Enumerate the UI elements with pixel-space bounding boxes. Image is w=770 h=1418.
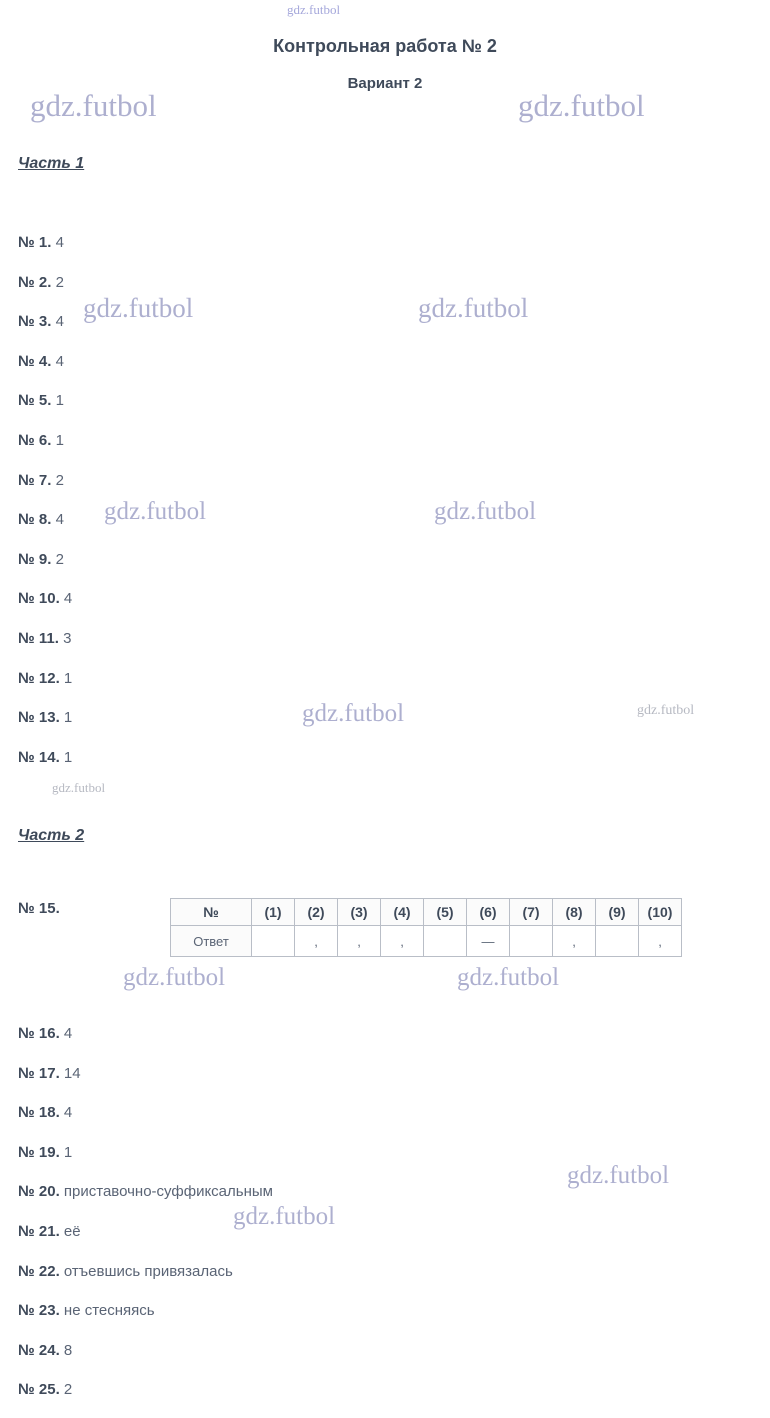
table-column-header: (8) — [553, 899, 596, 926]
table-cell-answer — [252, 926, 295, 957]
table-column-header: (3) — [338, 899, 381, 926]
table-cell-answer — [596, 926, 639, 957]
watermark-text: gdz.futbol — [233, 1203, 336, 1230]
answer-value: 8 — [59, 1341, 73, 1359]
answer-table-15 — [170, 898, 682, 957]
answer-value: 2 — [59, 1381, 73, 1399]
answer-number: № 15. — [18, 900, 60, 917]
answer-table-15-wrapper — [170, 898, 682, 957]
answer-value: 2 — [51, 550, 64, 568]
answer-number: № 16. — [18, 1025, 60, 1042]
answer-value: 4 — [51, 352, 64, 370]
answer-item — [18, 551, 64, 568]
answer-number: № 19. — [18, 1143, 60, 1161]
answer-number: № 6. — [18, 432, 52, 449]
table-column-header: (9) — [596, 899, 639, 926]
answer-number: № 20. — [18, 1183, 60, 1201]
answer-value: 2 — [51, 471, 64, 489]
answer-number: № 22. — [18, 1262, 60, 1280]
answer-number: № 7. — [18, 471, 52, 489]
watermark-text: gdz.futbol — [457, 964, 560, 991]
answer-value: 1 — [59, 709, 73, 727]
answer-item — [18, 1342, 72, 1359]
answer-number: № 4. — [18, 352, 52, 370]
watermark-text: gdz.futbol — [104, 498, 207, 525]
answer-number: № 13. — [18, 709, 60, 727]
answer-item — [18, 1263, 233, 1280]
answer-value: 4 — [51, 511, 64, 529]
variant-label: Вариант 2 — [347, 75, 423, 92]
answer-item — [18, 274, 64, 291]
answer-item — [18, 709, 72, 726]
watermark-text: gdz.futbol — [287, 2, 341, 17]
answer-value: 4 — [59, 1104, 73, 1122]
table-row-header — [171, 899, 682, 926]
watermark-text: gdz.futbol — [418, 293, 529, 323]
answer-item — [18, 630, 71, 647]
table-header-label: № — [171, 899, 252, 926]
answer-number: № 12. — [18, 669, 60, 687]
table-column-header: (7) — [510, 899, 553, 926]
answer-value: 1 — [59, 1143, 73, 1161]
answer-item — [18, 1381, 72, 1398]
table-cell-answer: , — [553, 926, 596, 957]
table-column-header: (2) — [295, 899, 338, 926]
answer-value: 14 — [59, 1064, 81, 1082]
answer-value: 1 — [59, 748, 73, 766]
answer-item — [18, 1144, 72, 1161]
table-cell-answer: , — [295, 926, 338, 957]
answer-value: 4 — [59, 1025, 73, 1042]
watermark-text: gdz.futbol — [302, 700, 405, 727]
answer-value: 4 — [59, 590, 73, 608]
answer-value: приставочно-суффиксальным — [59, 1183, 273, 1201]
answer-number: № 3. — [18, 313, 52, 331]
answer-item — [18, 1223, 81, 1240]
table-cell-answer: , — [639, 926, 682, 957]
answer-number: № 14. — [18, 748, 60, 766]
answer-value: 1 — [51, 432, 64, 449]
table-column-header: (6) — [467, 899, 510, 926]
answer-item — [18, 472, 64, 489]
watermark-text: gdz.futbol — [123, 964, 226, 991]
answer-item — [18, 353, 64, 370]
answer-number: № 18. — [18, 1104, 60, 1122]
answer-item — [18, 670, 72, 687]
answer-item — [18, 1302, 155, 1319]
answer-item — [18, 432, 64, 449]
watermark-text: gdz.futbol — [52, 780, 106, 795]
table-cell-answer: , — [381, 926, 424, 957]
answer-label-15 — [18, 900, 60, 917]
table-answer-label: Ответ — [171, 926, 252, 957]
answer-number: № 8. — [18, 511, 52, 529]
answer-number: № 24. — [18, 1341, 60, 1359]
watermark-text: gdz.futbol — [637, 703, 695, 718]
answer-item — [18, 511, 64, 528]
answer-item — [18, 1183, 273, 1200]
answer-value: не стесняясь — [59, 1302, 155, 1320]
answer-value: её — [59, 1223, 81, 1240]
answer-number: № 5. — [18, 392, 52, 410]
answer-number: № 11. — [18, 630, 59, 647]
answer-item — [18, 313, 64, 330]
section-heading-part1: Часть 1 — [18, 155, 85, 172]
page-title: Контрольная работа № 2 — [273, 36, 497, 56]
watermark-text: gdz.futbol — [567, 1162, 670, 1189]
answer-number: № 9. — [18, 550, 52, 568]
table-column-header: (5) — [424, 899, 467, 926]
answer-item — [18, 1025, 72, 1042]
watermark-text: gdz.futbol — [83, 293, 194, 323]
table-cell-answer: — — [467, 926, 510, 957]
table-column-header: (10) — [639, 899, 682, 926]
table-column-header: (1) — [252, 899, 295, 926]
table-column-header: (4) — [381, 899, 424, 926]
answer-number: № 2. — [18, 273, 52, 291]
watermark-text: gdz.futbol — [30, 88, 157, 123]
table-row-answers — [171, 926, 682, 957]
table-cell-answer — [510, 926, 553, 957]
answer-item — [18, 1065, 81, 1082]
watermark-text: gdz.futbol — [434, 498, 537, 525]
answer-number: № 10. — [18, 590, 60, 608]
answer-number: № 23. — [18, 1302, 60, 1320]
answer-number: № 1. — [18, 234, 52, 251]
table-cell-answer: , — [338, 926, 381, 957]
section-heading-part2: Часть 2 — [18, 827, 85, 844]
watermark-text: gdz.futbol — [518, 88, 645, 123]
answer-item — [18, 590, 72, 607]
answer-item — [18, 234, 64, 251]
answer-item — [18, 749, 72, 766]
answer-value: 4 — [51, 313, 64, 331]
answer-value: 1 — [51, 392, 64, 410]
answer-value: отъевшись привязалась — [59, 1262, 233, 1280]
answer-item — [18, 1104, 72, 1121]
answer-number: № 25. — [18, 1381, 60, 1399]
answer-value: 2 — [51, 273, 64, 291]
answer-number: № 17. — [18, 1064, 60, 1082]
answer-number: № 21. — [18, 1223, 60, 1240]
table-cell-answer — [424, 926, 467, 957]
answer-item — [18, 392, 64, 409]
answer-value: 3 — [58, 630, 72, 647]
answer-value: 4 — [51, 234, 64, 251]
answer-value: 1 — [59, 669, 73, 687]
